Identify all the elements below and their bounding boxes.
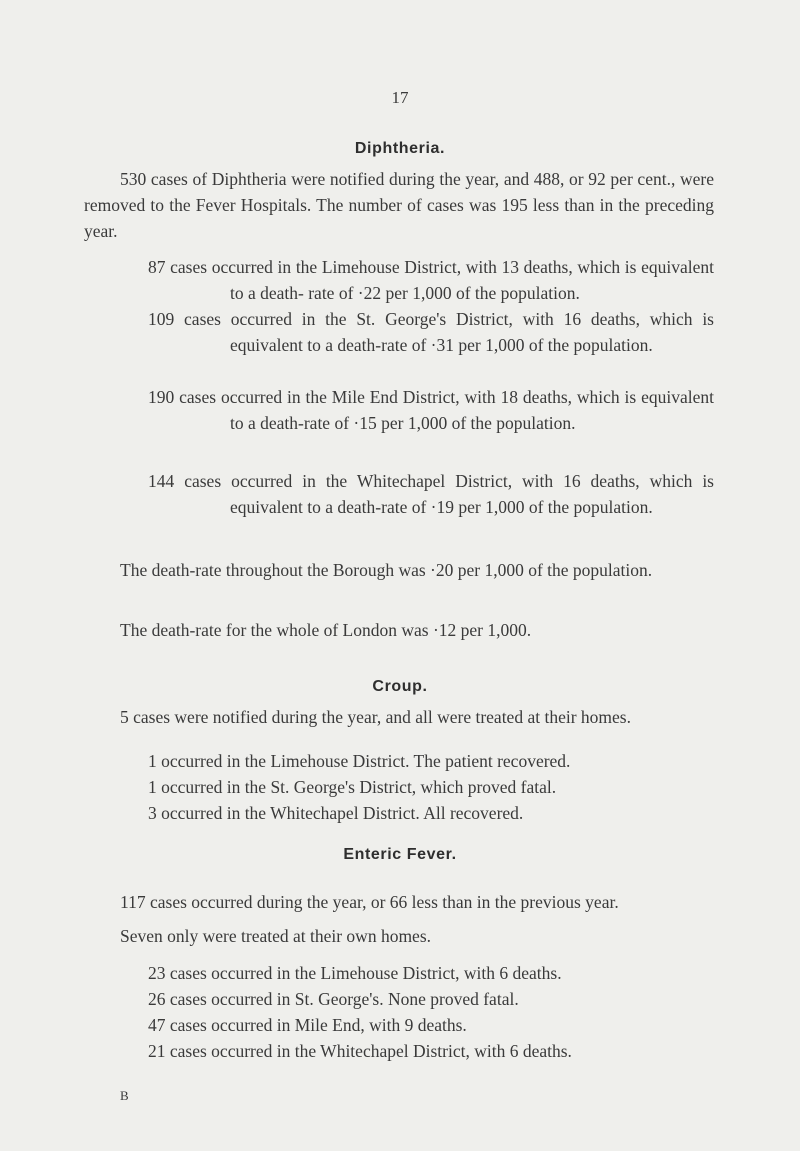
enteric-whitechapel: 21 cases occurred in the Whitechapel District, with 6 deaths. <box>148 1041 572 1061</box>
diphtheria-limehouse: 87 cases occurred in the Limehouse District, with 13 deaths, which is equivalent to a death- rate of ·22 per 1,000 of the population. <box>148 257 714 303</box>
diphtheria-heading: Diphtheria. <box>354 140 446 157</box>
croup-whitechapel: 3 occurred in the Whitechapel District. All recovered. <box>148 803 524 823</box>
croup-heading: Croup. <box>372 678 428 695</box>
borough-death-rate: The death-rate throughout the Borough was ·20 per 1,000 of the population. <box>120 560 653 580</box>
enteric-mile-end: 47 cases occurred in Mile End, with 9 deaths. <box>148 1015 467 1035</box>
enteric-heading: Enteric Fever. <box>343 846 457 863</box>
enteric-st-georges: 26 cases occurred in St. George's. None proved fatal. <box>148 989 519 1009</box>
diphtheria-intro: 530 cases of Diphtheria were notified during the year, and 488, or 92 per cent., were removed to the Fever Hospitals. The number of cases was 195 less than in the preceding year. <box>84 169 714 241</box>
croup-limehouse: 1 occurred in the Limehouse District. The patient recovered. <box>148 751 571 771</box>
signature-mark: B <box>120 1088 129 1103</box>
diphtheria-whitechapel: 144 cases occurred in the Whitechapel District, with 16 deaths, which is equivalent to a death-rate of ·19 per 1,000 of the population. <box>148 471 714 517</box>
diphtheria-mile-end: 190 cases occurred in the Mile End District, with 18 deaths, which is equivalent to a death-rate of ·15 per 1,000 of the population. <box>148 387 714 433</box>
page-number: 17 <box>391 88 409 107</box>
croup-st-georges: 1 occurred in the St. George's District, which proved fatal. <box>148 777 557 797</box>
london-death-rate: The death-rate for the whole of London was ·12 per 1,000. <box>120 620 532 640</box>
diphtheria-st-georges: 109 cases occurred in the St. George's District, with 16 deaths, which is equivalent to a death-rate of ·31 per 1,000 of the population. <box>148 309 714 355</box>
enteric-limehouse: 23 cases occurred in the Limehouse District, with 6 deaths. <box>148 963 562 983</box>
enteric-intro: 117 cases occurred during the year, or 66 less than in the previous year. <box>120 892 619 912</box>
croup-intro: 5 cases were notified during the year, and all were treated at their homes. <box>120 707 631 727</box>
enteric-home-treatment: Seven only were treated at their own homes. <box>120 926 432 946</box>
